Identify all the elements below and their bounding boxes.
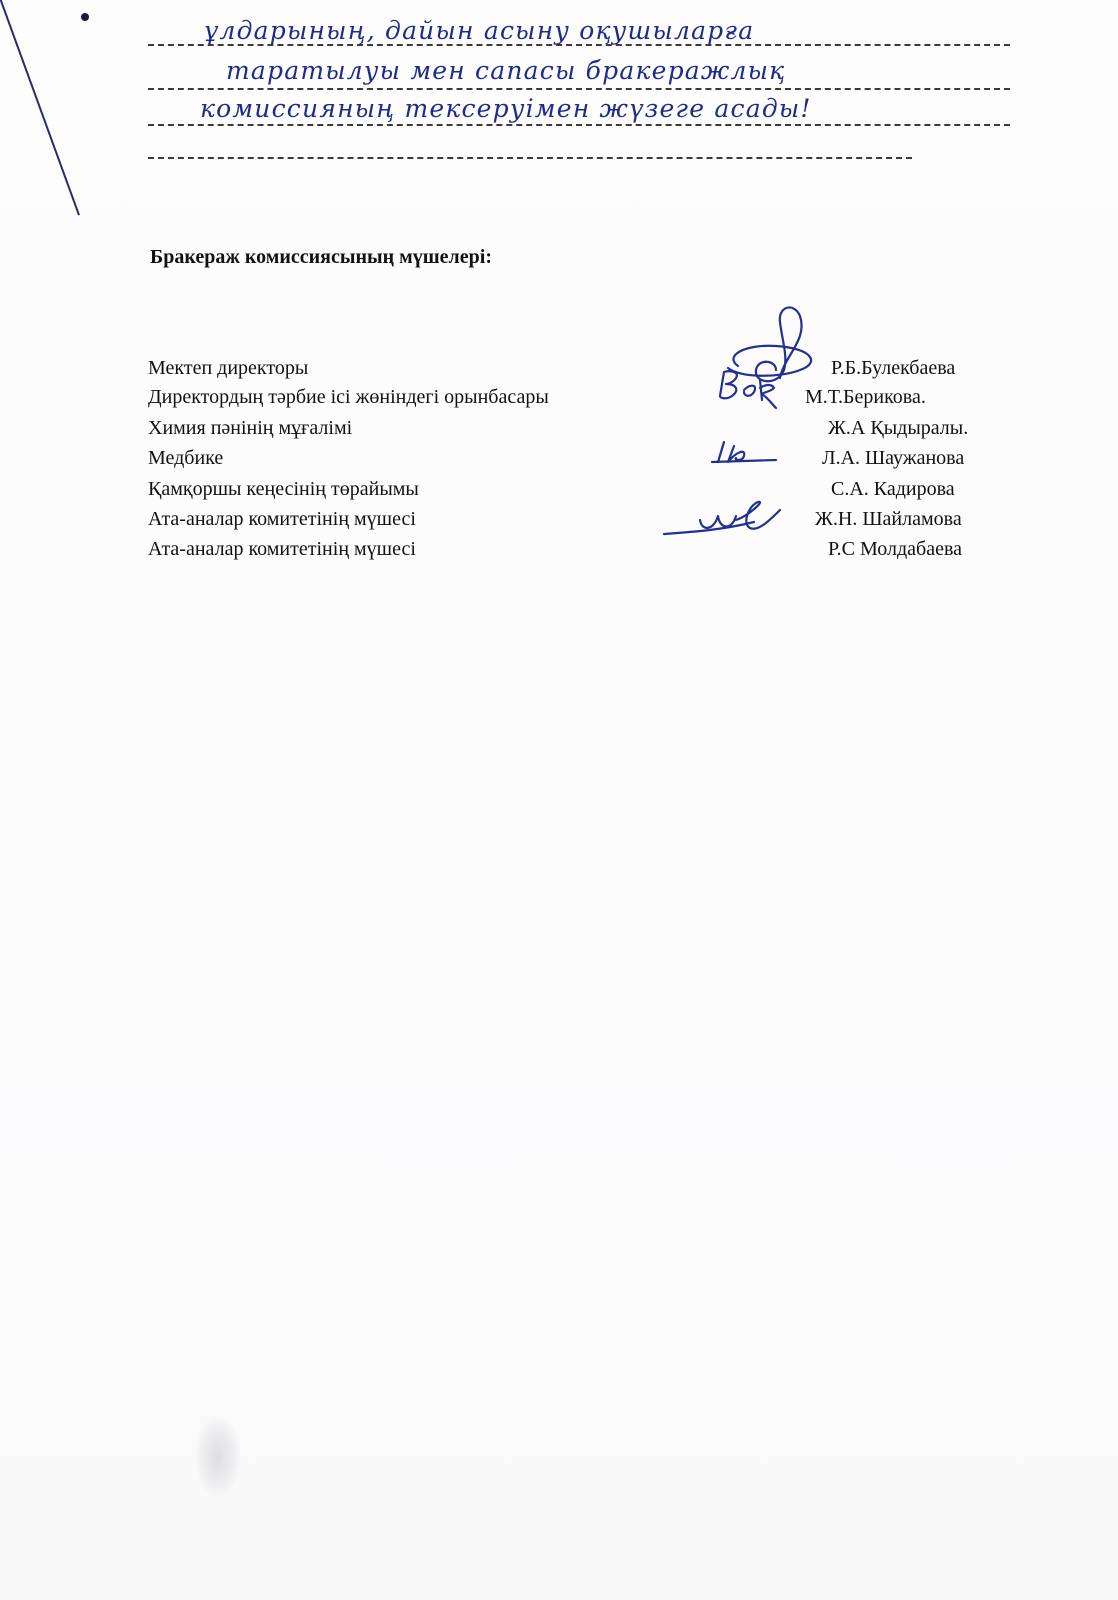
member-row: [148, 446, 1018, 470]
member-name: Ж.Н. Шайламова: [815, 508, 962, 530]
handwritten-line-1: ұлдарының, дайын асыну оқушыларға: [204, 16, 755, 45]
member-name: Ж.А Қыдыралы.: [828, 417, 969, 439]
shauzhanova-signature-icon: [708, 436, 782, 472]
member-name: М.Т.Берикова.: [805, 386, 926, 408]
member-role: Химия пәнінің мұғалімі: [148, 417, 353, 439]
member-row: [148, 416, 1018, 440]
member-row: [148, 477, 1018, 501]
page-edge-line: [0, 0, 80, 216]
member-name: Р.С Молдабаева: [828, 538, 963, 560]
ruled-line: [148, 124, 1010, 126]
member-row: [148, 537, 1018, 561]
ink-smudge: [196, 1418, 240, 1496]
shaylamova-signature-icon: [662, 494, 786, 540]
member-name: Р.Б.Булекбаева: [831, 357, 956, 379]
ruled-line: [148, 157, 912, 159]
handwritten-line-2: таратылуы мен сапасы бракеражлық: [226, 56, 786, 85]
member-role: Медбике: [148, 447, 224, 469]
member-name: С.А. Кадирова: [831, 478, 955, 500]
commission-heading: Бракераж комиссиясының мүшелері:: [150, 246, 492, 268]
member-role: Ата-аналар комитетінің мүшесі: [148, 538, 416, 560]
handwritten-line-3: комиссияның тексеруімен жүзеге асады!: [200, 94, 812, 123]
member-role: Директордың тәрбие ісі жөніндегі орынбасары: [148, 386, 549, 408]
berikova-signature-icon: [714, 366, 780, 412]
member-row: [148, 356, 1018, 380]
member-role: Қамқоршы кеңесінің төрайымы: [148, 478, 419, 500]
member-row: [148, 507, 1018, 531]
member-role: Ата-аналар комитетінің мүшесі: [148, 508, 416, 530]
member-row: [148, 385, 1018, 409]
ruled-line: [148, 88, 1010, 90]
staple-mark: [81, 13, 89, 21]
member-role: Мектеп директоры: [148, 357, 309, 379]
member-name: Л.А. Шаужанова: [822, 447, 965, 469]
